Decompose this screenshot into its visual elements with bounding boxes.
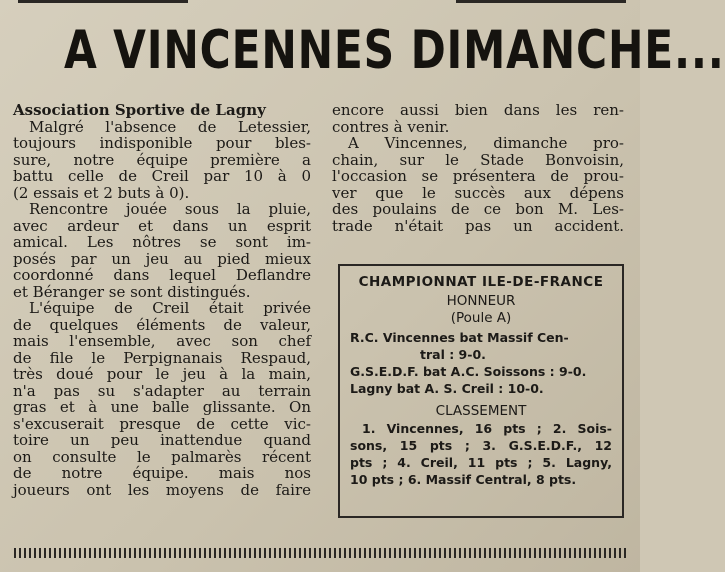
top-rule-right xyxy=(456,0,626,3)
article-line: A Vincennes, dimanche pro- xyxy=(348,134,624,152)
article-line: très doué pour le jeu à la main, xyxy=(13,365,311,383)
article-line: chain, sur le Stade Bonvoisin, xyxy=(332,150,624,169)
article-line: de file le Perpignanais Respaud, xyxy=(13,348,311,367)
article-line: (2 essais et 2 buts à 0). xyxy=(13,183,190,202)
result-line: tral : 9-0. xyxy=(420,347,486,362)
left-column xyxy=(13,102,311,498)
article-line: encore aussi bien dans les ren- xyxy=(332,101,624,119)
article-line: l'occasion se présentera de prou- xyxy=(332,167,624,185)
results-list xyxy=(350,329,612,397)
article-line: Rencontre jouée sous la pluie, xyxy=(29,200,311,218)
bottom-rule xyxy=(14,548,626,558)
article-line: coordonné dans lequel Deflandre xyxy=(13,266,311,284)
article-line: contres à venir. xyxy=(332,117,450,136)
article-line: L'équipe de Creil était privée xyxy=(29,299,311,317)
headline: A VINCENNES DIMANCHE... xyxy=(64,20,725,81)
standings-line: sons, 15 pts ; 3. G.S.E.D.F., 12 xyxy=(350,438,612,453)
article-line: trade n'était pas un accident. xyxy=(332,216,624,235)
article-line: ver que le succès aux dépens xyxy=(332,183,624,202)
article-subtitle: Association Sportive de Lagny xyxy=(13,101,266,119)
article-line: Malgré l'absence de Letessier, xyxy=(29,117,311,136)
box-title: CHAMPIONNAT ILE-DE-FRANCE xyxy=(358,274,604,290)
standings-text xyxy=(350,420,612,488)
article-line: mais l'ensemble, avec son chef xyxy=(13,332,311,350)
standings-line: 10 pts ; 6. Massif Central, 8 pts. xyxy=(350,472,577,487)
article-line: joueurs ont les moyens de faire xyxy=(13,480,311,499)
article-line: des poulains de ce bon M. Les- xyxy=(332,200,624,218)
article-line: sure, notre équipe première a xyxy=(13,150,311,169)
result-line: G.S.E.D.F. bat A.C. Soissons : 9-0. xyxy=(350,364,587,379)
article-line: posés par un jeu au pied mieux xyxy=(13,249,311,268)
article-line: gras et à une balle glissante. On xyxy=(13,398,311,416)
result-line: R.C. Vincennes bat Massif Cen- xyxy=(350,330,569,345)
championship-box xyxy=(338,264,624,518)
pool-label: (Poule A) xyxy=(450,310,512,326)
article-line: amical. Les nôtres se sont im- xyxy=(13,233,311,251)
standings-line: pts ; 4. Creil, 11 pts ; 5. Lagny, xyxy=(350,455,612,470)
standings-title: CLASSEMENT xyxy=(435,403,527,419)
article-line: avec ardeur et dans un esprit xyxy=(13,216,311,235)
article-line: s'excuserait presque de cette vic- xyxy=(13,414,311,433)
article-line: de notre équipe. mais nos xyxy=(13,464,311,482)
top-rule-left xyxy=(18,0,188,3)
standings-line: 1. Vincennes, 16 pts ; 2. Sois- xyxy=(362,421,612,436)
article-line: toire un peu inattendue quand xyxy=(13,431,311,449)
division-label: HONNEUR xyxy=(446,293,516,309)
article-line: et Béranger se sont distingués. xyxy=(13,282,251,301)
result-line: Lagny bat A. S. Creil : 10-0. xyxy=(350,381,544,396)
right-column xyxy=(332,102,624,234)
article-line: battu celle de Creil par 10 à 0 xyxy=(13,167,311,185)
article-line: on consulte le palmarès récent xyxy=(13,447,311,466)
article-line: toujours indisponible pour bles- xyxy=(13,134,311,152)
article-line: n'a pas su s'adapter au terrain xyxy=(13,381,311,400)
article-line: de quelques éléments de valeur, xyxy=(13,315,311,334)
